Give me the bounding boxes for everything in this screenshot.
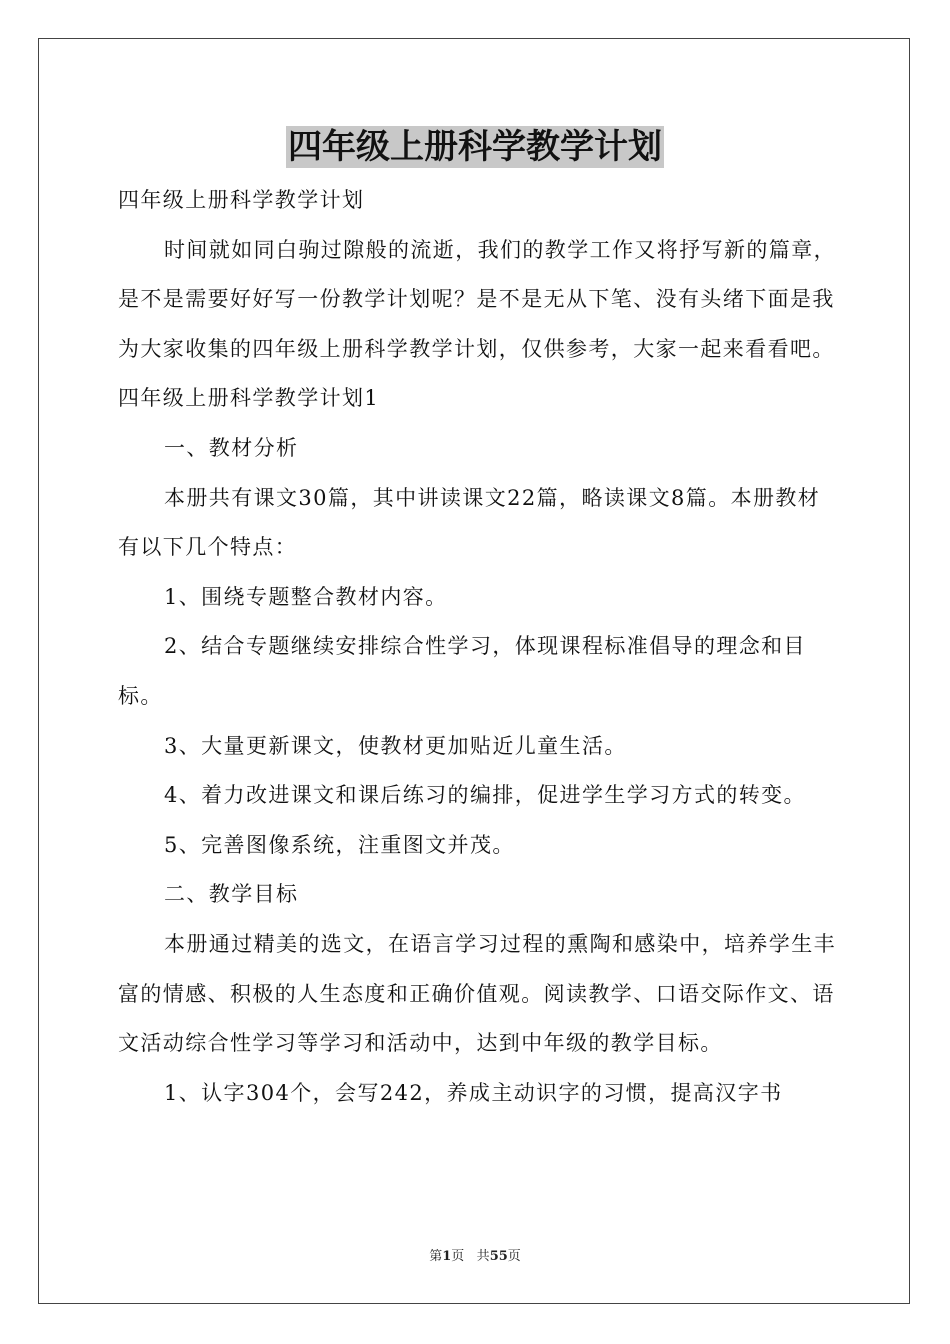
document-body — [118, 176, 838, 1118]
paragraph-heading: 四年级上册科学教学计划 — [118, 188, 365, 212]
list-item: 2、结合专题继续安排综合性学习，体现课程标准倡导的理念和目标。 — [118, 634, 806, 708]
document-title — [0, 126, 950, 168]
list-item: 5、完善图像系统，注重图文并茂。 — [164, 832, 515, 857]
document-title-text: 四年级上册科学教学计划 — [288, 127, 662, 167]
paragraph-subheading-analysis: 一、教材分析 — [164, 435, 299, 460]
paragraph-goals: 本册通过精美的选文，在语言学习过程的熏陶和感染中，培养学生丰富的情感、积极的人生态度和正确价值观。阅读教学、口语交际作文、语文活动综合性学习等学习和活动中，达到中年级的教学目标。 — [118, 931, 836, 1056]
list-item: 1、认字304个，会写242，养成主动识字的习惯，提高汉字书 — [164, 1080, 783, 1105]
list-item: 4、着力改进课文和课后练习的编排，促进学生学习方式的转变。 — [164, 783, 806, 808]
footer-total-prefix: 共 — [476, 1249, 490, 1264]
paragraph-section-title: 四年级上册科学教学计划1 — [118, 386, 380, 411]
page-footer — [0, 1248, 950, 1266]
paragraph-analysis: 本册共有课文30篇，其中讲读课文22篇，略读课文8篇。本册教材有以下几个特点： — [118, 485, 821, 560]
list-item: 1、围绕专题整合教材内容。 — [164, 584, 448, 609]
footer-page-unit: 页 — [451, 1249, 465, 1264]
paragraph-intro: 时间就如同白驹过隙般的流逝，我们的教学工作又将抒写新的篇章，是不是需要好好写一份教学计划呢？是不是无从下笔、没有头绪下面是我为大家收集的四年级上册科学教学计划，仅供参考，大家一起来看看吧。 — [118, 237, 836, 361]
list-item: 3、大量更新课文，使教材更加贴近儿童生活。 — [164, 733, 627, 758]
footer-page-prefix: 第 — [429, 1249, 443, 1264]
footer-total-unit: 页 — [507, 1249, 521, 1264]
footer-page-current: 1 — [442, 1249, 452, 1264]
footer-page-total: 55 — [489, 1249, 508, 1264]
paragraph-subheading-goals: 二、教学目标 — [164, 882, 299, 907]
